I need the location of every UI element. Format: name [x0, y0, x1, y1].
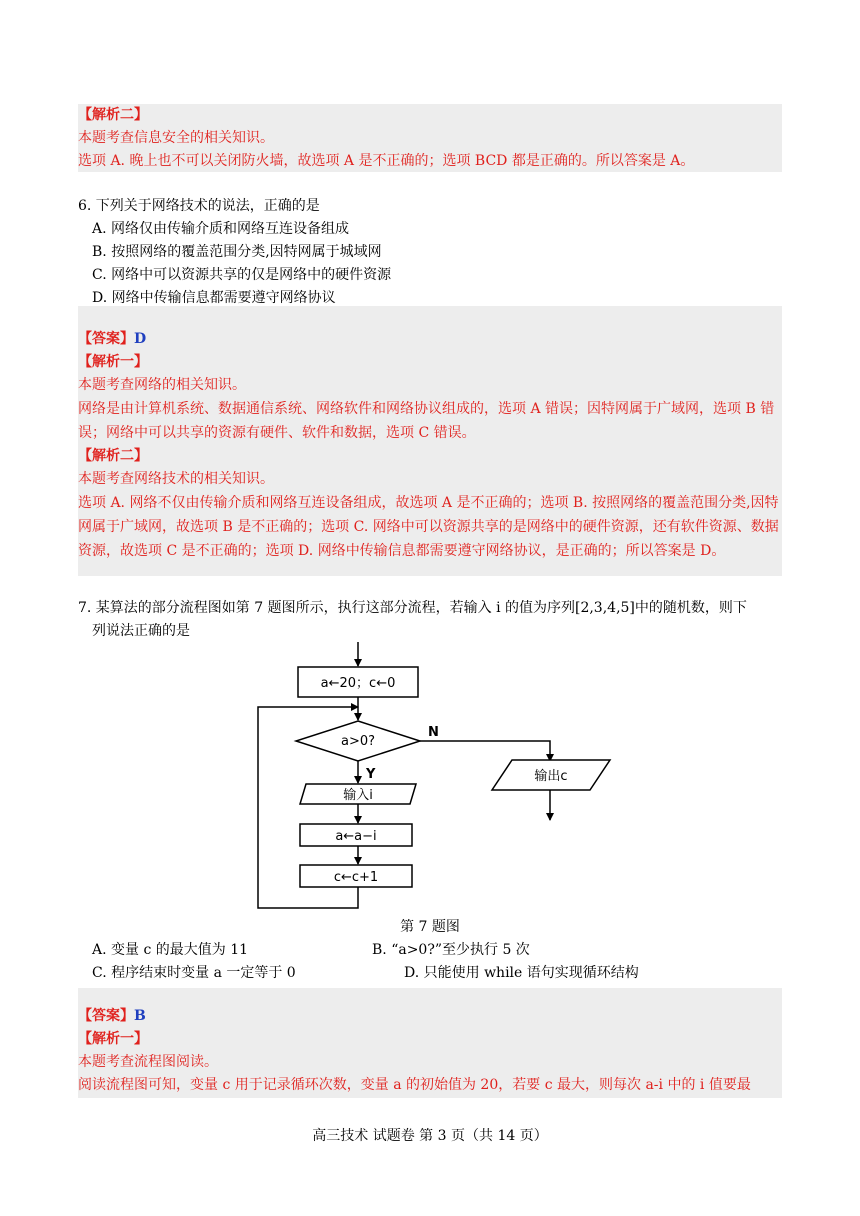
option-a: A. 变量 c 的最大值为 11	[92, 942, 249, 958]
answer-line	[78, 1005, 782, 1028]
analysis-heading: 【解析二】	[78, 107, 148, 123]
analysis-heading: 【解析一】	[78, 354, 148, 370]
yes-label: Y	[366, 767, 376, 782]
analysis-text: 本题考查流程图阅读。	[78, 1054, 218, 1070]
analysis-text: 本题考查网络技术的相关知识。	[78, 471, 274, 487]
analysis-body: 选项 A. 网络不仅由传输介质和网络互连设备组成，故选项 A 是不正确的；选项 B. 按照网络的覆盖范围分类,因特网属于广域网，故选项 B 是不正确的；选项 C. 网络中可以资源共享的是网络中的硬件资源，还有软件资源、数据资源，故选项 C 是不正确的；选项 D. 网络中传输信息都需要遵守网络协议，是正确的；所以答案是 D。	[78, 495, 779, 559]
answer-value: B	[134, 1008, 146, 1024]
question-stem: 7. 某算法的部分流程图如第 7 题图所示，执行这部分流程，若输入 i 的值为序列[2,3,4,5]中的随机数，则下	[78, 600, 747, 616]
init-label: a←20；c←0	[320, 676, 396, 691]
no-branch-line	[420, 741, 550, 761]
analysis-heading: 【解析一】	[78, 1031, 148, 1047]
analysis-block-q5	[78, 104, 782, 172]
option-c: C. 网络中可以资源共享的仅是网络中的硬件资源	[92, 267, 392, 283]
option-b: B. “a>0?”至少执行 5 次	[372, 942, 530, 958]
page-footer: 高三技术 试题卷 第 3 页（共 14 页）	[312, 1128, 548, 1144]
analysis-text: 选项 A. 晚上也不可以关闭防火墙，故选项 A 是不正确的；选项 BCD 都是正确的。所以答案是 A。	[78, 153, 695, 169]
answer-label: 【答案】	[78, 1008, 134, 1024]
input-label: 输入i	[343, 788, 373, 803]
answer-label: 【答案】	[78, 331, 134, 347]
question-stem: 6. 下列关于网络技术的说法，正确的是	[78, 198, 320, 214]
answer-block-q6	[78, 306, 782, 576]
condition-label: a>0?	[340, 734, 376, 749]
question-6	[78, 195, 782, 310]
no-label: N	[428, 725, 439, 740]
question-7	[78, 597, 782, 643]
option-a: A. 网络仅由传输介质和网络互连设备组成	[92, 221, 350, 237]
option-c: C. 程序结束时变量 a 一定等于 0	[92, 965, 296, 981]
analysis-body: 网络是由计算机系统、数据通信系统、网络软件和网络协议组成的，选项 A 错误；因特网属于广域网，选项 B 错误；网络中可以共享的资源有硬件、软件和数据，选项 C 错误。	[78, 401, 775, 441]
option-d: D. 只能使用 while 语句实现循环结构	[404, 965, 639, 981]
step1-label: a←a−i	[335, 829, 377, 844]
option-b: B. 按照网络的覆盖范围分类,因特网属于城域网	[92, 244, 382, 260]
answer-line	[78, 328, 782, 351]
option-d: D. 网络中传输信息都需要遵守网络协议	[92, 290, 336, 306]
analysis-text: 本题考查网络的相关知识。	[78, 377, 246, 393]
step2-label: c←c+1	[333, 870, 379, 885]
q7-options	[92, 939, 782, 985]
question-stem: 列说法正确的是	[92, 623, 190, 639]
figure-caption: 第 7 题图	[400, 919, 460, 935]
analysis-heading: 【解析二】	[78, 448, 148, 464]
analysis-text: 本题考查信息安全的相关知识。	[78, 130, 274, 146]
answer-value: D	[134, 331, 147, 347]
flowchart	[250, 640, 620, 915]
answer-block-q7	[78, 988, 782, 1098]
analysis-text: 阅读流程图可知，变量 c 用于记录循环次数，变量 a 的初始值为 20，若要 c 最大，则每次 a-i 中的 i 值要最	[78, 1077, 751, 1093]
output-label: 输出c	[534, 769, 568, 784]
